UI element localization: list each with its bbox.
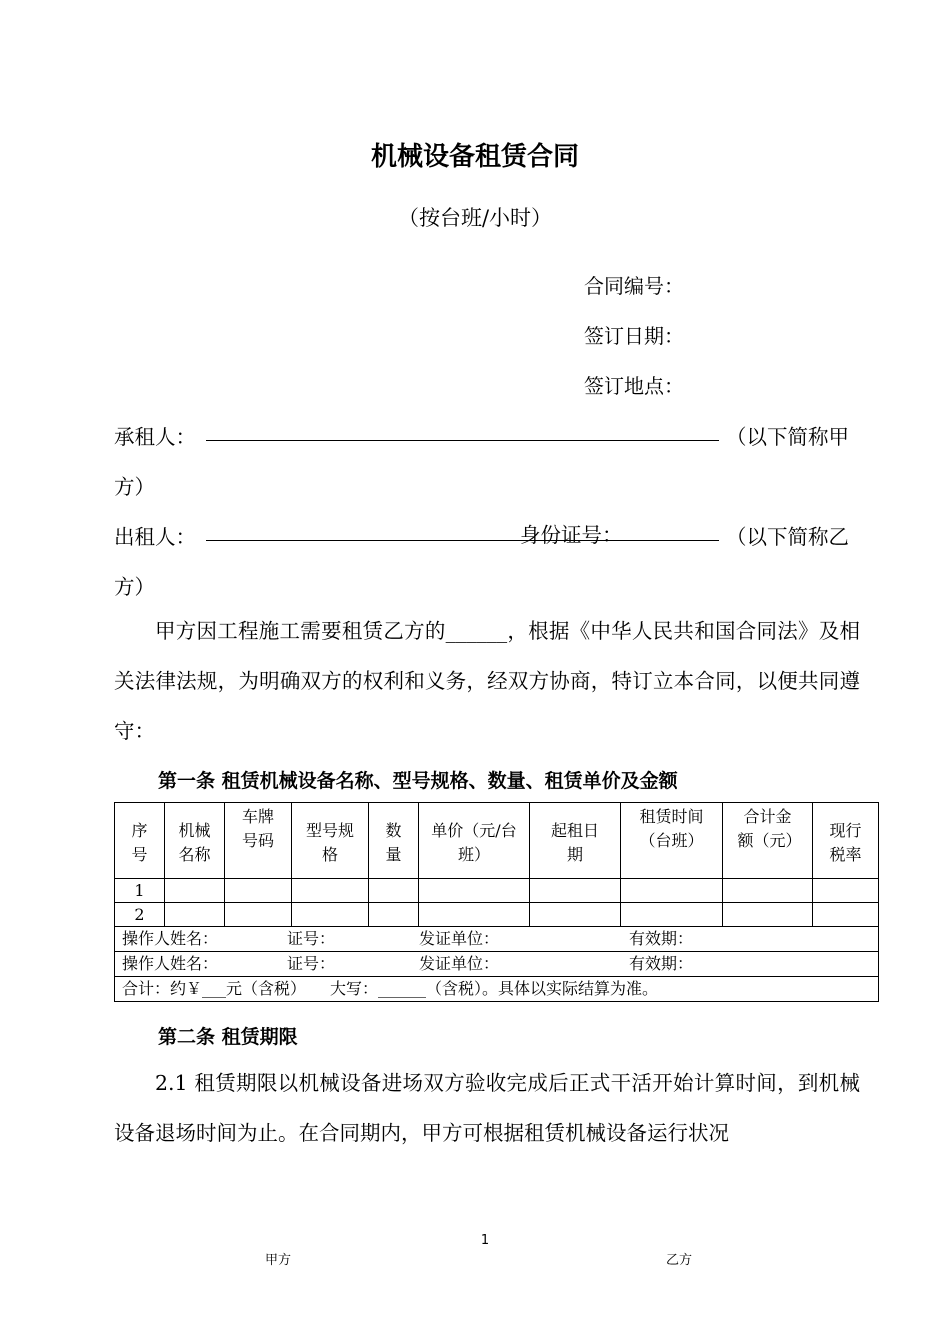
lessee-blank-line — [206, 440, 719, 441]
total-row — [115, 977, 879, 1002]
lessee-suffix-cont: 方） — [114, 475, 155, 499]
operator-name-label: 操作人姓名： — [122, 929, 219, 948]
row-number: 2 — [115, 903, 165, 927]
table-row — [115, 879, 879, 903]
lessor-suffix-cont: 方） — [114, 575, 155, 599]
lessor-id-label: 身份证号： — [520, 523, 623, 547]
header-unit-price: 单价（元/台班） — [419, 803, 530, 879]
row-number: 1 — [115, 879, 165, 903]
intro-paragraph: 甲方因工程施工需要租赁乙方的______，根据《中华人民共和国合同法》及相关法律法规，为明确双方的权利和义务，经双方协商，特订立本合同，以便共同遵守： — [114, 619, 860, 743]
header-machine-name: 机械名称 — [165, 803, 225, 879]
sign-date-label: 签订日期： — [584, 324, 684, 348]
lessee-suffix: （以下简称甲 — [726, 425, 849, 449]
header-rental-time: 租赁时间（台班） — [621, 803, 723, 879]
operator-issuer-label: 发证单位： — [419, 954, 500, 973]
footer-party-a: 甲方 — [265, 1253, 292, 1268]
header-total-amount: 合计金额（元） — [723, 803, 813, 879]
lessor-blank-line — [206, 540, 719, 541]
sign-place-label: 签订地点： — [584, 374, 684, 398]
header-model-spec: 型号规格 — [292, 803, 369, 879]
lessor-label: 出租人： — [114, 525, 196, 549]
clause-2-1: 2.1 租赁期限以机械设备进场双方验收完成后正式干活开始计算时间，到机械设备退场时间为止。在合同期内，甲方可根据租赁机械设备运行状况 — [114, 1071, 860, 1145]
document-title: 机械设备租赁合同 — [370, 142, 579, 172]
lessor-suffix: （以下简称乙 — [726, 525, 849, 549]
header-seq: 序号 — [115, 803, 165, 879]
header-start-date: 起租日期 — [530, 803, 621, 879]
operator-row — [115, 952, 879, 977]
header-quantity: 数量 — [369, 803, 419, 879]
page-number: 1 — [480, 1233, 490, 1248]
header-tax-rate: 现行税率 — [813, 803, 879, 879]
operator-cert-label: 证号： — [287, 929, 336, 948]
lessee-label: 承租人： — [114, 425, 196, 449]
header-plate-number: 车牌号码 — [225, 803, 292, 879]
operator-valid-label: 有效期： — [629, 954, 694, 973]
operator-issuer-label: 发证单位： — [419, 929, 500, 948]
operator-valid-label: 有效期： — [629, 929, 694, 948]
table-row — [115, 903, 879, 927]
table-header-row — [115, 803, 879, 879]
total-text: 合计：约￥___元（含税） 大写：______（含税）。具体以实际结算为准。 — [115, 977, 879, 1002]
operator-row — [115, 927, 879, 952]
section-1-title: 第一条 租赁机械设备名称、型号规格、数量、租赁单价及金额 — [158, 770, 678, 792]
footer-party-b: 乙方 — [666, 1253, 693, 1268]
section-2-title: 第二条 租赁期限 — [158, 1026, 298, 1048]
contract-number-label: 合同编号： — [584, 274, 684, 298]
document-subtitle: （按台班/小时） — [397, 206, 553, 230]
rental-equipment-table — [114, 802, 879, 1002]
operator-cert-label: 证号： — [287, 954, 336, 973]
operator-name-label: 操作人姓名： — [122, 954, 219, 973]
